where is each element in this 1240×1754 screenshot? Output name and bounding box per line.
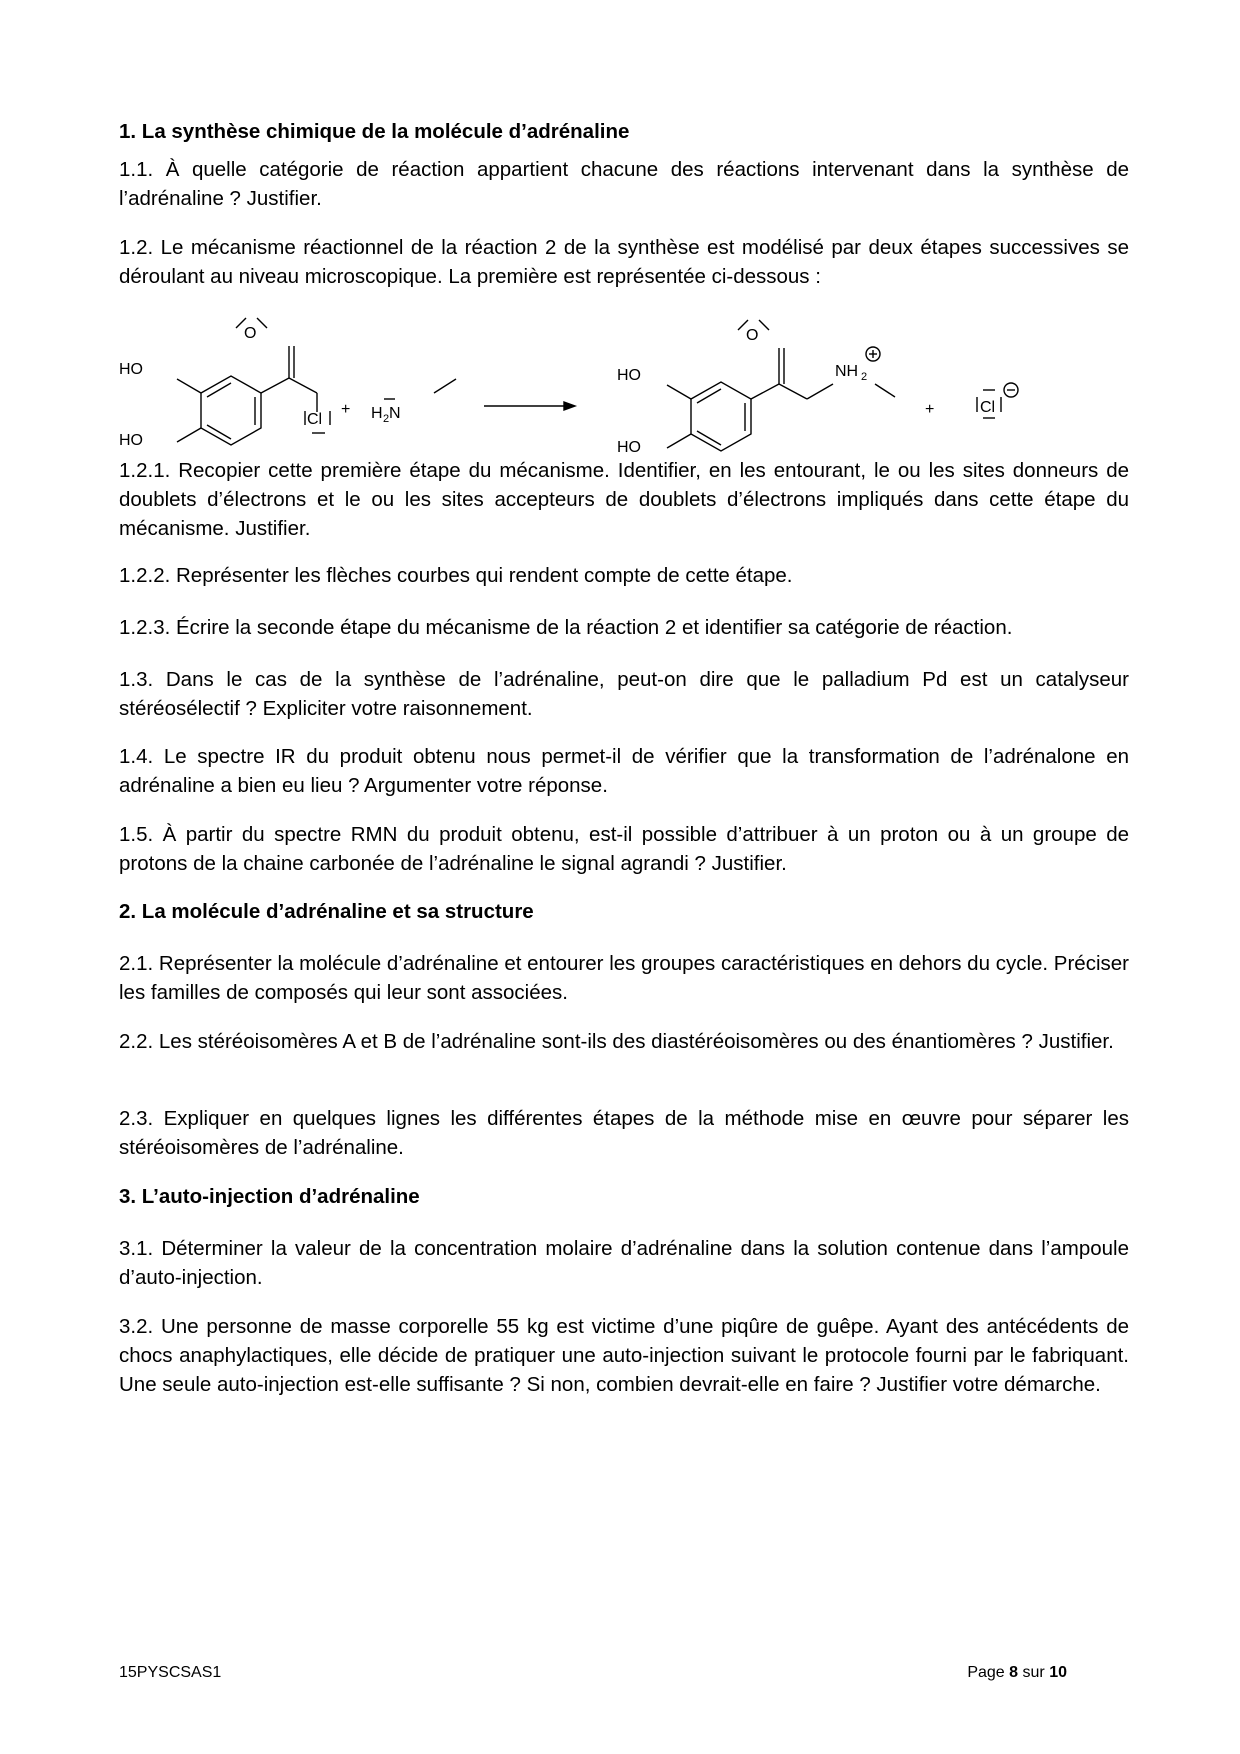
plus-sign-1: + [341,401,351,418]
reactant-oxygen: O [244,325,257,342]
product-nh: NH [835,363,859,380]
question-1-2-3: 1.2.3. Écrire la seconde étape du mécanisme de la réaction 2 et identifier sa catégorie de réaction. [119,616,1013,639]
reactant-ho-bottom: HO [119,432,143,449]
question-2-2: 2.2. Les stéréoisomères A et B de l’adrénaline sont-ils des diastéréoisomères ou des énantiomères ? Justifier. [119,1030,1114,1053]
question-1-2-1: 1.2.1. Recopier cette première étape du mécanisme. Identifier, en les entourant, le ou les sites donneurs de doublets d’électrons et le ou les sites accepteurs de doublets d’électrons impliqués dans cette étape du mécanisme. Justifier. [119,459,1129,540]
product-ho-bottom: HO [617,439,641,456]
reactant-ho-top: HO [119,361,143,378]
question-2-3: 2.3. Expliquer en quelques lignes les différentes étapes de la méthode mise en œuvre pour séparer les stéréoisomères de l’adrénaline. [119,1107,1129,1159]
chloride-ion: Cl [980,399,996,416]
question-1-4: 1.4. Le spectre IR du produit obtenu nous permet-il de vérifier que la transformation de l’adrénalone en adrénaline a bien eu lieu ? Argumenter votre réponse. [119,745,1129,797]
section-2-title: 2. La molécule d’adrénaline et sa structure [119,900,534,923]
question-3-2: 3.2. Une personne de masse corporelle 55 kg est victime d’une piqûre de guêpe. Ayant des antécédents de chocs anaphylactiques, elle décide de pratiquer une auto-injection suivant le protocole fourni par le fabriquant. Une seule auto-injection est-elle suffisante ? Si non, combien devrait-elle en faire ? Justifier votre démarche. [119,1315,1129,1396]
document-code: 15PYSCSAS1 [119,1664,222,1681]
section-3-title: 3. L’auto-injection d’adrénaline [119,1185,420,1208]
amine-n: N [389,405,401,422]
question-1-1: 1.1. À quelle catégorie de réaction appartient chacune des réactions intervenant dans la synthèse de l’adrénaline ? Justifier. [119,158,1129,210]
question-3-1: 3.1. Déterminer la valeur de la concentration molaire d’adrénaline dans la solution contenue dans l’ampoule d’auto-injection. [119,1237,1129,1289]
amine-h: H [371,405,383,422]
amine-subscript: 2 [383,413,390,425]
plus-sign-2: + [925,401,935,418]
section-1-title: 1. La synthèse chimique de la molécule d’adrénaline [119,120,630,143]
page-number: Page 8 sur 10 [967,1664,1067,1681]
question-1-2: 1.2. Le mécanisme réactionnel de la réaction 2 de la synthèse est modélisé par deux étapes successives se déroulant au niveau microscopique. La première est représentée ci-dessous : [119,236,1129,288]
reactant-cl: Cl [307,411,323,428]
product-nh-subscript: 2 [861,371,868,383]
product-ho-top: HO [617,367,641,384]
carbonyl-oxygens [119,300,1129,360]
product-oxygen: O [746,327,759,344]
question-2-1: 2.1. Représenter la molécule d’adrénaline et entourer les groupes caractéristiques en dehors du cycle. Préciser les familles de composés qui leur sont associées. [119,952,1129,1004]
question-1-3: 1.3. Dans le cas de la synthèse de l’adrénaline, peut-on dire que le palladium Pd est un catalyseur stéréosélectif ? Expliciter votre raisonnement. [119,668,1129,720]
question-1-5: 1.5. À partir du spectre RMN du produit obtenu, est-il possible d’attribuer à un proton ou à un groupe de protons de la chaine carbonée de l’adrénaline le signal agrandi ? Justifier. [119,823,1129,875]
question-1-2-2: 1.2.2. Représenter les flèches courbes qui rendent compte de cette étape. [119,564,793,587]
